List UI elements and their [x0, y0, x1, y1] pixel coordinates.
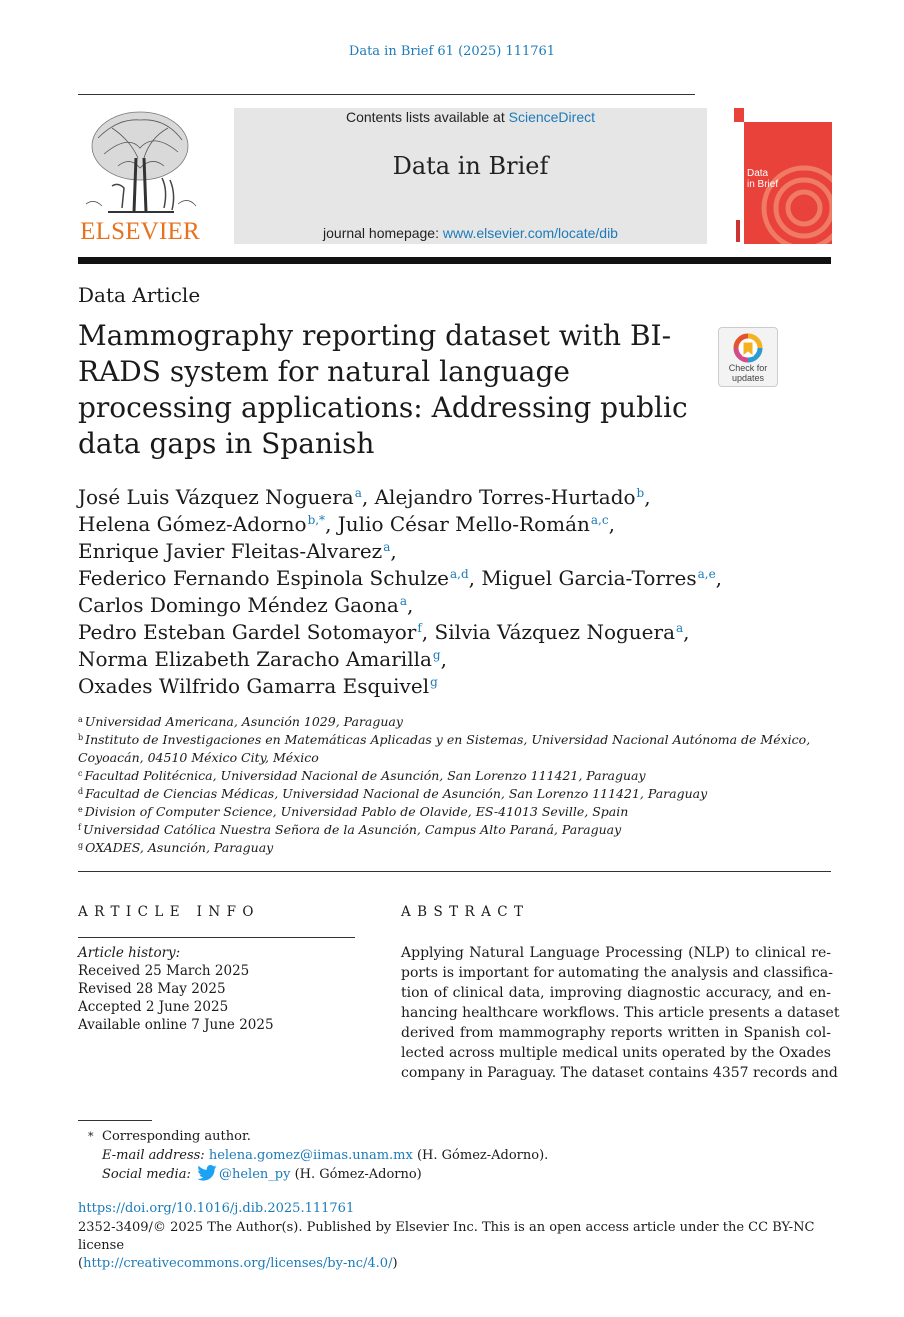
footnote-marker: * — [88, 1130, 94, 1143]
journal-banner — [234, 108, 707, 244]
article-type: Data Article — [78, 283, 201, 307]
corresponding-note: * Corresponding author. — [88, 1129, 251, 1144]
author-name[interactable]: Silvia Vázquez Noguera — [434, 620, 675, 644]
author-name[interactable]: Helena Gómez-Adorno — [78, 512, 307, 536]
article-history — [78, 944, 358, 1034]
online-date: Available online 7 June 2025 — [78, 1017, 274, 1033]
abstract-line: Applying Natural Language Processing (NLP) to clinical re- — [401, 945, 831, 961]
article-info-rule — [78, 937, 355, 938]
author-name[interactable]: Norma Elizabeth Zaracho Amarilla — [78, 647, 432, 671]
author-line: Norma Elizabeth Zaracho Amarilla$^g$, — [78, 647, 447, 671]
author-name[interactable]: Federico Fernando Espinola Schulze — [78, 566, 449, 590]
section-rule — [78, 871, 831, 872]
email-note: E-mail address: helena.gomez@iimas.unam.mx (H. Gómez-Adorno). — [102, 1148, 549, 1163]
check-for-updates-button[interactable] — [718, 327, 778, 387]
author-line: Helena Gómez-Adorno$^{b,*}$, Julio César Mello-Román$^{a,c}$, — [78, 512, 615, 536]
sciencedirect-link[interactable]: ScienceDirect — [508, 109, 595, 125]
abstract-line: derived from mammography reports written in Spanish col- — [401, 1025, 831, 1041]
author-affiliation-marker[interactable]: a,d — [449, 567, 469, 581]
crossmark-icon — [719, 330, 777, 366]
article-info-heading: ARTICLE INFO — [78, 904, 260, 920]
affiliation-text: OXADES, Asunción, Paraguay — [85, 840, 274, 855]
crossmark-label: Check for updates — [728, 363, 768, 383]
affiliation-key: f — [78, 823, 81, 832]
affiliation — [78, 713, 838, 731]
journal-name: Data in Brief — [392, 152, 549, 180]
author-line: José Luis Vázquez Noguera$^a$, Alejandro Torres-Hurtado$^b$, — [78, 485, 651, 509]
author-affiliation-marker[interactable]: g — [432, 648, 441, 662]
license-note: 2352-3409/© 2025 The Author(s). Published by Elsevier Inc. This is an open access article under the CC BY-NC license (http://creativecommons.org/licenses/by-nc/4.0/) — [78, 1220, 815, 1271]
author-name[interactable]: Oxades Wilfrido Gamarra Esquivel — [78, 674, 430, 698]
social-note: Social media: @helen_py (H. Gómez-Adorno) — [102, 1167, 422, 1182]
history-label: Article history: — [78, 945, 181, 961]
abstract-line: lected across multiple medical units operated by the Oxades — [401, 1045, 831, 1061]
elsevier-tree-icon — [78, 108, 202, 220]
author-affiliation-marker[interactable]: b — [636, 486, 645, 500]
affiliation-text: Division of Computer Science, Universidad Pablo de Olavide, ES-41013 Seville, Spain — [84, 804, 629, 819]
author-line: Federico Fernando Espinola Schulze$^{a,d}$, Miguel Garcia-Torres$^{a,e}$, — [78, 566, 723, 590]
article-title: Mammography reporting dataset with BI-RADS system for natural language processing applications: Addressing public data gaps in Spanish — [78, 319, 688, 460]
affiliation — [78, 767, 838, 785]
affiliation-text: Facultad de Ciencias Médicas, Universidad Nacional de Asunción, San Lorenzo 111421, Paraguay — [85, 786, 708, 801]
affiliation-key: a — [78, 715, 83, 724]
homepage-line: journal homepage: www.elsevier.com/locate/dib — [323, 225, 618, 241]
affiliation-continuation: Coyoacán, 04510 México City, México — [78, 750, 319, 765]
contents-line: Contents lists available at ScienceDirect — [345, 109, 595, 125]
author-list — [78, 484, 838, 700]
author-affiliation-marker[interactable]: a — [399, 594, 407, 608]
author-line: Carlos Domingo Méndez Gaona$^a$, — [78, 593, 414, 617]
footnote-rule — [78, 1120, 152, 1121]
affiliation — [78, 785, 838, 803]
abstract-text — [401, 943, 840, 1083]
abstract-line: ports is important for automating the analysis and classifica- — [401, 965, 833, 981]
author-name[interactable]: Julio César Mello-Román — [337, 512, 590, 536]
affiliation — [78, 821, 838, 839]
affiliation — [78, 839, 838, 857]
affiliation-text: Universidad Católica Nuestra Señora de la Asunción, Campus Alto Paraná, Paraguay — [82, 822, 622, 837]
email-link[interactable]: helena.gomez@iimas.unam.mx — [208, 1148, 413, 1163]
received-date: Received 25 March 2025 — [78, 963, 250, 979]
affiliation-key: e — [78, 805, 83, 814]
author-name[interactable]: José Luis Vázquez Noguera — [78, 485, 354, 509]
revised-date: Revised 28 May 2025 — [78, 981, 226, 997]
twitter-handle-link[interactable]: @helen_py — [218, 1167, 291, 1182]
author-line — [78, 673, 838, 700]
twitter-icon[interactable] — [197, 1165, 217, 1181]
elsevier-logo[interactable] — [78, 108, 202, 246]
affiliation-key: b — [78, 733, 84, 742]
accepted-date: Accepted 2 June 2025 — [78, 999, 229, 1015]
author-line: Pedro Esteban Gardel Sotomayor$^f$, Silvia Vázquez Noguera$^a$, — [78, 620, 690, 644]
homepage-link[interactable]: www.elsevier.com/locate/dib — [442, 225, 618, 241]
header-thick-rule — [78, 257, 831, 264]
author-name[interactable]: Enrique Javier Fleitas-Alvarez — [78, 539, 383, 563]
author-affiliation-marker[interactable]: f — [417, 621, 422, 635]
affiliation-key: d — [78, 787, 84, 796]
author-affiliation-marker[interactable]: a,c — [590, 513, 609, 527]
author-name[interactable]: Pedro Esteban Gardel Sotomayor — [78, 620, 417, 644]
author-name[interactable]: Alejandro Torres-Hurtado — [374, 485, 636, 509]
publisher-name: ELSEVIER — [80, 218, 200, 245]
author-affiliation-marker[interactable]: b,* — [307, 513, 326, 527]
abstract-heading: ABSTRACT — [401, 904, 530, 920]
author-affiliation-marker[interactable]: a — [676, 621, 684, 635]
journal-cover[interactable] — [734, 108, 832, 244]
abstract-line: hancing healthcare workflows. This article presents a dataset — [401, 1005, 840, 1021]
footnotes — [88, 1127, 828, 1184]
doi-link[interactable]: https://doi.org/10.1016/j.dib.2025.111761 — [78, 1201, 355, 1216]
cover-title-2: in Brief — [747, 179, 779, 190]
author-affiliation-marker[interactable]: a — [383, 540, 391, 554]
affiliation — [78, 731, 838, 749]
affiliation-text: Instituto de Investigaciones en Matemáticas Aplicadas y en Sistemas, Universidad Nacional Autónoma de México, — [85, 732, 811, 747]
author-line: Enrique Javier Fleitas-Alvarez$^a$, — [78, 539, 397, 563]
affiliation-key: c — [78, 769, 83, 778]
author-affiliation-marker[interactable]: a — [354, 486, 362, 500]
abstract-line: company in Paraguay. The dataset contains 4357 records and — [401, 1065, 838, 1081]
cover-image — [734, 108, 832, 244]
journal-reference[interactable]: Data in Brief 61 (2025) 111761 — [348, 44, 556, 59]
author-name[interactable]: Miguel Garcia-Torres — [481, 566, 697, 590]
affiliation-text: Facultad Politécnica, Universidad Nacional de Asunción, San Lorenzo 111421, Paraguay — [84, 768, 646, 783]
abstract-line: tion of clinical data, improving diagnostic accuracy, and en- — [401, 985, 831, 1001]
affiliation-key: g — [78, 841, 84, 850]
affiliation-list — [78, 713, 838, 857]
author-affiliation-marker[interactable]: a,e — [697, 567, 716, 581]
affiliation-text: Universidad Americana, Asunción 1029, Paraguay — [84, 714, 403, 729]
cover-title-1: Data — [747, 168, 769, 179]
header-rule — [78, 94, 695, 95]
author-affiliation-marker[interactable]: g — [430, 675, 438, 689]
license-link[interactable]: http://creativecommons.org/licenses/by-nc/4.0/ — [83, 1256, 393, 1271]
affiliation — [78, 803, 838, 821]
author-name[interactable]: Carlos Domingo Méndez Gaona — [78, 593, 399, 617]
